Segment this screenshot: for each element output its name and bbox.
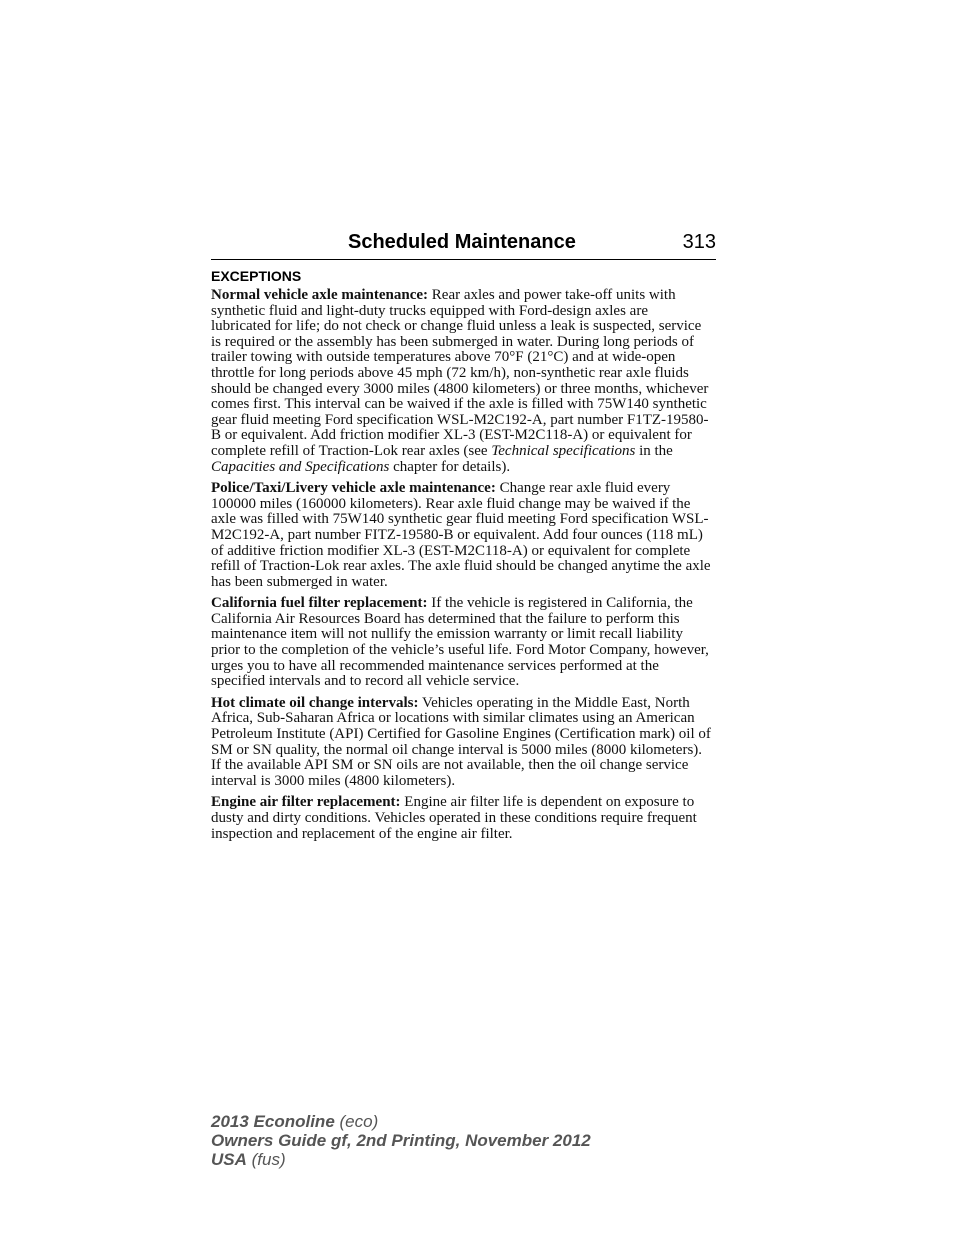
footer-printing: Owners Guide gf, 2nd Printing, November 2012 [211, 1131, 591, 1150]
paragraph-air-filter [211, 795, 711, 842]
cross-reference: Capacities and Specifications [211, 458, 390, 475]
footer-model-code: (eco) [334, 1112, 379, 1131]
footer-model-line [211, 1112, 591, 1131]
paragraph-label: Engine air filter replacement: [211, 794, 401, 811]
body-text [211, 288, 711, 848]
paragraph-california-filter [211, 596, 711, 690]
cross-reference: Technical specifications [491, 442, 636, 459]
page-number: 313 [682, 231, 716, 253]
paragraph-label: Hot climate oil change intervals: [211, 694, 419, 711]
paragraph-label: Police/Taxi/Livery vehicle axle maintenance: [211, 480, 496, 497]
section-heading: EXCEPTIONS [211, 268, 302, 284]
page-header [211, 229, 716, 260]
paragraph-normal-axle [211, 288, 711, 475]
paragraph-text: Change rear axle fluid every 100000 miles (160000 kilometers). Rear axle fluid change may be waived if the axle was filled with 75W140 synthetic gear fluid meeting Ford specification WSL-M2C192-A, part number FITZ-19580-B or equivalent. Add four ounces (118 mL) of additive friction modifier XL-3 (EST-M2C118-A) or equivalent for complete refill of Traction-Lok rear axles. The axle fluid should be changed anytime the axle has been submerged in water. [211, 480, 711, 590]
footer-market-code: (fus) [246, 1150, 286, 1169]
footer-printing-line [211, 1131, 591, 1150]
footer-market-line [211, 1150, 591, 1169]
paragraph-text: Vehicles operating in the Middle East, North Africa, Sub-Saharan Africa or locations with similar climates using an American Petroleum Institute (API) Certified for Gasoline Engines (Certification mark) oil of SM or SN quality, the normal oil change interval is 5000 miles (8000 kilometers). [211, 694, 711, 758]
paragraph-label: Normal vehicle axle maintenance: [211, 287, 429, 303]
paragraph-text: in the [635, 442, 673, 459]
page-footer [211, 1112, 591, 1169]
paragraph-text: If the vehicle is registered in California, the California Air Resources Board has determined that the failure to perform this maintenance item will not nullify the emission warranty or limit recall liability prior to the completion of the vehicle’s useful life. Ford Motor Company, however, urges you to have all recommended maintenance services performed at the specified intervals and to record all vehicle service. [211, 595, 709, 690]
paragraph-label: California fuel filter replacement: [211, 595, 428, 612]
paragraph-police-axle [211, 481, 711, 590]
paragraph-text: chapter for details). [389, 458, 511, 475]
paragraph-hot-climate-followup: If the available API SM or SN oils are not available, then the oil change service interval is 3000 miles (4800 kilometers). [211, 757, 689, 789]
footer-market: USA [211, 1150, 247, 1169]
footer-model: 2013 Econoline [211, 1112, 335, 1131]
chapter-title: Scheduled Maintenance [348, 231, 576, 253]
paragraph-hot-climate [211, 696, 711, 758]
paragraph-text: Rear axles and power take-off units with synthetic fluid and light-duty trucks equipped with Ford-design axles are lubricated for life; do not check or change fluid unless a leak is suspected, service is required or the assembly has been submerged in water. During long periods of trailer towing with outside temperatures above 70°F (21°C) and at wide-open throttle for long periods above 45 mph (72 km/h), non-synthetic rear axle fluids should be changed every 3000 miles (4800 kilometers) or three months, whichever comes first. This interval can be waived if the axle is filled with 75W140 synthetic gear fluid meeting Ford specification WSL-M2C192-A, part number F1TZ-19580-B or equivalent. Add friction modifier XL-3 (EST-M2C118-A) or equivalent for complete refill of Traction-Lok rear axles (see [211, 287, 709, 459]
paragraph-text: Engine air filter life is dependent on exposure to dusty and dirty conditions. Vehicles operated in these conditions require frequent inspection and replacement of the engine air filter. [211, 794, 697, 842]
